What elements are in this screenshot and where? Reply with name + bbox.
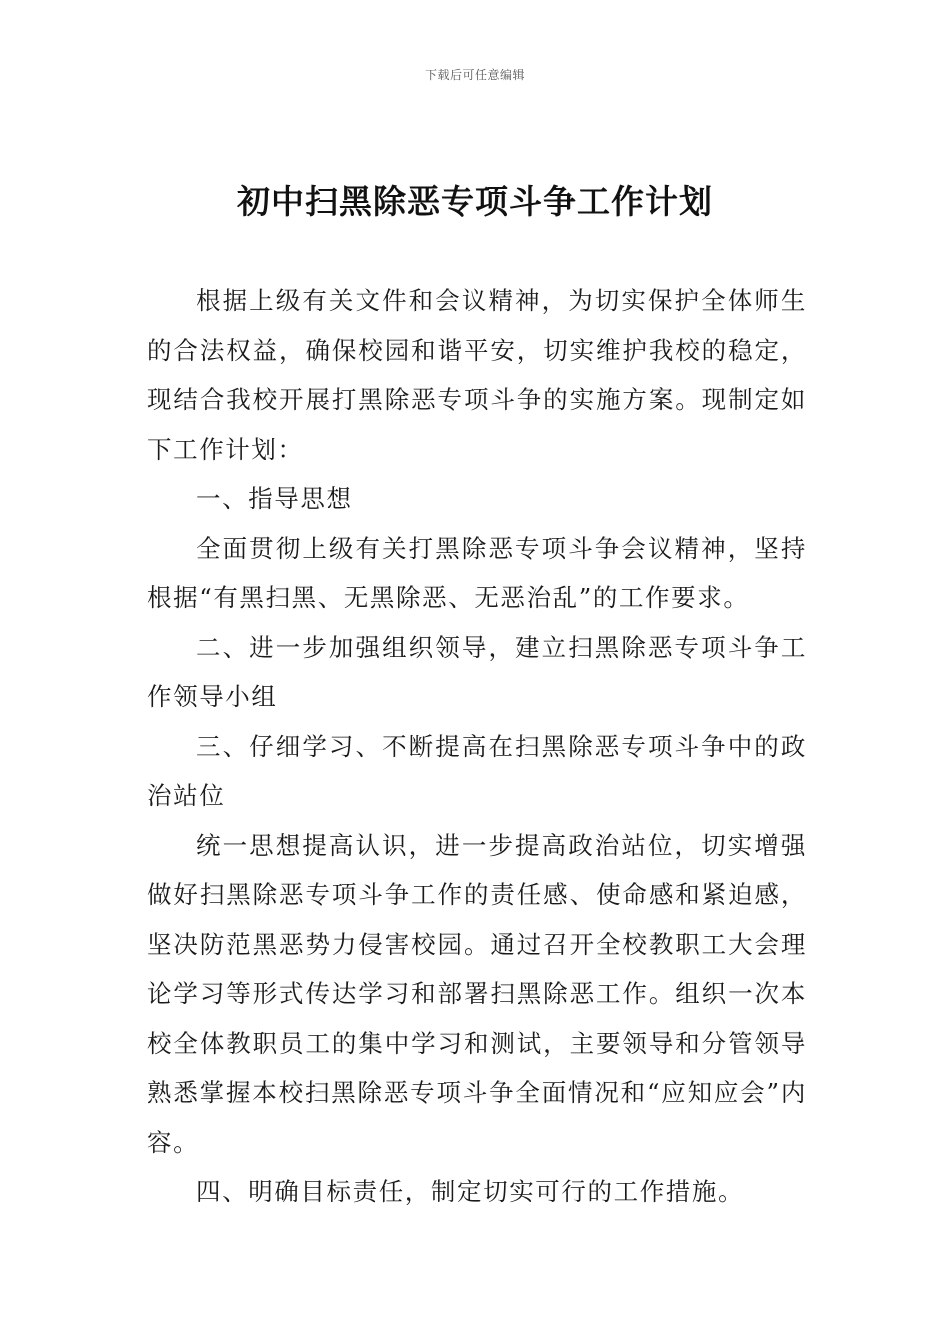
section-heading-1: 一、指导思想 xyxy=(196,484,353,513)
paragraph-study: 统一思想提高认识，进一步提高政治站位，切实增强做好扫黑除恶专项斗争工作的责任感、使命感和紧迫感，坚决防范黑恶势力侵害校园。通过召开全校教职工大会理论学习等形式传达学习和部署扫黑除恶工作。组织一次本校全体教职员工的集中学习和测试，主要领导和分管领导熟悉掌握本校扫黑除恶专项斗争全面情况和“应知应会”内容。 xyxy=(147,830,807,1157)
section-heading-4: 四、明确目标责任，制定切实可行的工作措施。 xyxy=(196,1177,745,1206)
header-note: 下载后可任意编辑 xyxy=(424,68,525,82)
paragraph-guiding-thought: 全面贯彻上级有关打黑除恶专项斗争会议精神，坚持根据“有黑扫黑、无黑除恶、无恶治乱”的工作要求。 xyxy=(147,533,807,612)
section-heading-2: 二、进一步加强组织领导，建立扫黑除恶专项斗争工作领导小组 xyxy=(147,632,807,711)
document-title: 初中扫黑除恶专项斗争工作计划 xyxy=(237,182,713,221)
document-body xyxy=(147,276,807,1217)
paragraph-intro: 根据上级有关文件和会议精神，为切实保护全体师生的合法权益，确保校园和谐平安，切实维护我校的稳定，现结合我校开展打黑除恶专项斗争的实施方案。现制定如下工作计划： xyxy=(147,286,807,464)
section-heading-3: 三、仔细学习、不断提高在扫黑除恶专项斗争中的政治站位 xyxy=(147,731,807,810)
